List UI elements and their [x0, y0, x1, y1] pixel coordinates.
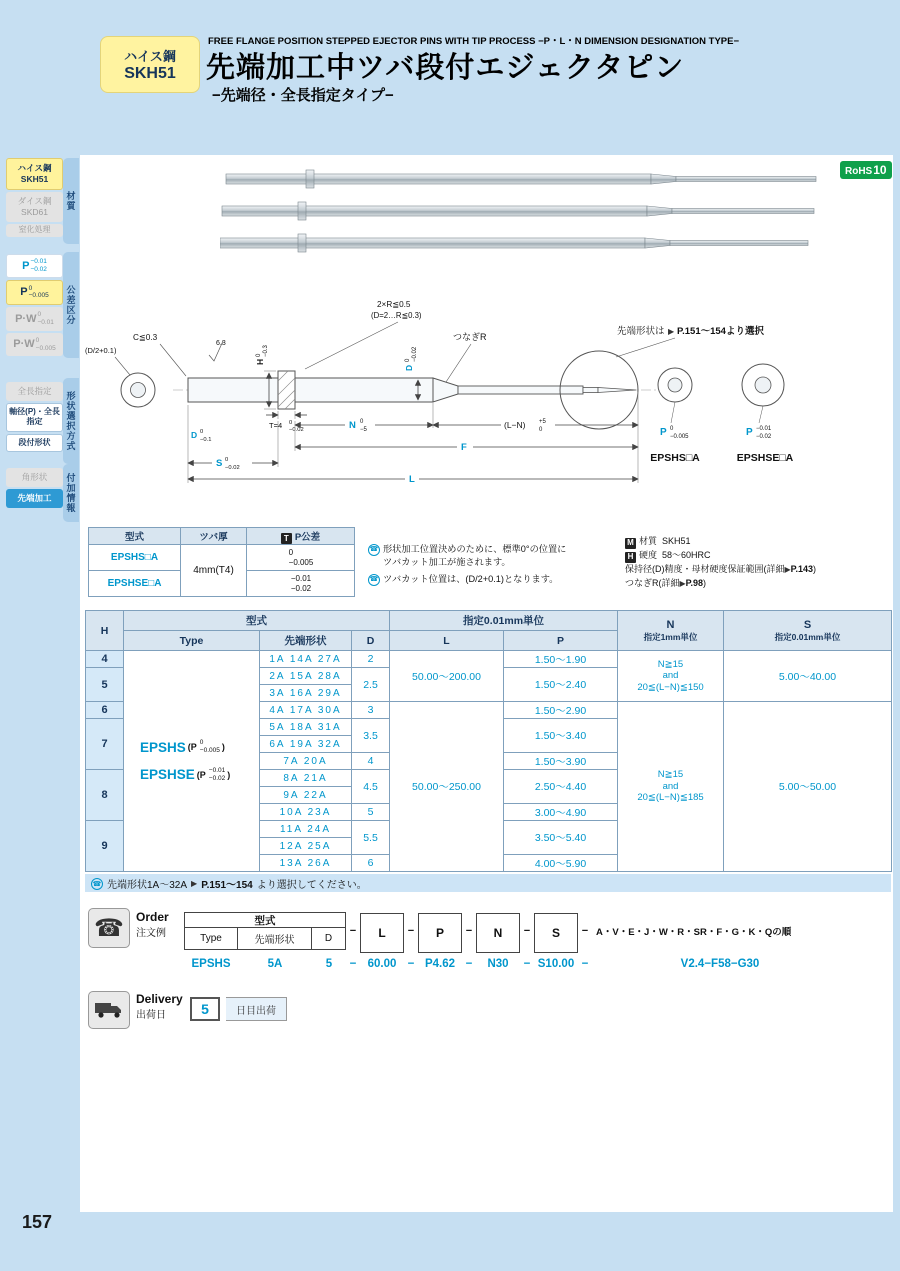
dim-d-shaft [404, 346, 418, 371]
p-range: 1.50〜3.40 [504, 719, 618, 753]
tip-shape-note: 先端形状は [617, 326, 665, 337]
order-example-l: 60.00 [367, 958, 397, 970]
pin-image-3 [220, 234, 808, 252]
sidebar-item[interactable]: 角形状 [6, 468, 63, 487]
svg-text:0: 0 [256, 353, 262, 357]
pin-flange [278, 371, 295, 409]
d-value: 5.5 [352, 821, 390, 855]
spec-flange-thickness: 4mm(T4) [181, 545, 247, 597]
page-title: 先端加工中ツバ段付エジェクタピン [206, 52, 685, 84]
sidebar-item[interactable]: 段付形状 [6, 434, 63, 452]
model-name-epshse: EPSHSE□A [736, 452, 794, 464]
spec-tolerance-1: 0 −0.005 [247, 545, 355, 571]
t-icon: T [281, 533, 292, 544]
tip-shape: 2A 15A 28A [260, 668, 352, 685]
p-range: 1.50〜1.90 [504, 651, 618, 668]
main-table [85, 610, 892, 872]
svg-text:0: 0 [225, 457, 229, 463]
sidebar-category-tab: 公差区分 [63, 252, 79, 358]
table-row [89, 545, 355, 571]
connecting-radius-label: つなぎR [453, 332, 487, 342]
col-header-s: S 指定0.01mm単位 [724, 611, 892, 651]
svg-text:−5: −5 [360, 427, 367, 433]
tip-shape: 13A 26A [260, 855, 352, 872]
svg-text:−0.02: −0.02 [289, 427, 304, 433]
sidebar-group [6, 254, 63, 356]
main-table-body [86, 651, 892, 872]
d-value: 2.5 [352, 668, 390, 702]
note-icon: ☎ [368, 574, 380, 586]
d-value: 4 [352, 753, 390, 770]
sidebar-item[interactable]: 先端加工 [6, 489, 63, 508]
d-value: 3 [352, 702, 390, 719]
col-header-l: L [390, 631, 504, 651]
surface-finish-value: 6.3 [216, 340, 226, 347]
order-example-s: S10.00 [537, 958, 575, 970]
pin-tip-point [598, 388, 636, 393]
truck-icon [88, 991, 130, 1029]
dim-f: F [461, 442, 467, 453]
order-seg-s: S [534, 913, 578, 953]
spec-table [88, 527, 355, 597]
p-range: 1.50〜2.40 [504, 668, 618, 702]
p-range: 3.50〜5.40 [504, 821, 618, 855]
tip-shape: 1A 14A 27A [260, 651, 352, 668]
dim-fillet-radius: 2×R≦0.5 [377, 300, 411, 309]
sidebar-category-tab: 付加情報 [63, 464, 79, 522]
material-grade-box [100, 36, 200, 93]
h-value: 5 [86, 668, 124, 702]
order-seg-l: L [360, 913, 404, 953]
dim-fillet-radius-sub: (D=2…R≦0.3) [371, 311, 422, 320]
order-example-tip: 5A [267, 958, 283, 970]
svg-text:−0.02: −0.02 [756, 434, 772, 440]
spec-col-thickness: ツバ厚 [181, 528, 247, 545]
pin-tip-section [458, 386, 583, 394]
tip-shape: 5A 18A 31A [260, 719, 352, 736]
col-header-p: P [504, 631, 618, 651]
svg-text:+5: +5 [539, 419, 546, 425]
svg-text:0: 0 [405, 358, 411, 362]
col-header-n: N 指定1mm単位 [618, 611, 724, 651]
note-2: ☎ ツバカット位置は、(D/2+0.1)となります。 [369, 573, 559, 584]
col-header-type: Type [124, 631, 260, 651]
d-value: 4.5 [352, 770, 390, 804]
l-range: 50.00〜200.00 [390, 651, 504, 702]
n-range: N≧15 and 20≦(L−N)≦185 [618, 702, 724, 872]
order-example-d: 5 [325, 958, 333, 970]
model-name-epshs: EPSHS□A [650, 452, 700, 464]
col-header-tip-shape: 先端形状 [260, 631, 352, 651]
material-grade-line1: ハイス鋼 [124, 49, 176, 64]
dim-chamfer: C≦0.3 [133, 333, 158, 342]
delivery-label: Delivery [136, 992, 183, 1006]
svg-text:H: H [255, 358, 265, 365]
delivery-sublabel: 出荷日 [136, 1010, 166, 1021]
h-value: 6 [86, 702, 124, 719]
book-icon: ▶ [668, 327, 675, 336]
tip-shape: 12A 25A [260, 838, 352, 855]
sidebar-item[interactable]: 軸径(P)・全長 指定 [6, 403, 63, 432]
sidebar-category-tab: 形状選択方式 [63, 378, 79, 464]
p-range: 1.50〜3.90 [504, 753, 618, 770]
order-model-header: 型式 [184, 912, 346, 928]
order-sublabel: 注文例 [136, 928, 166, 939]
material-grade-line2: SKH51 [124, 65, 176, 82]
note-icon: ☎ [368, 544, 380, 556]
note-icon: ☎ [91, 878, 103, 890]
pin-image-1 [226, 170, 816, 188]
tip-shape: 7A 20A [260, 753, 352, 770]
delivery-days-unit: 日目出荷 [226, 997, 287, 1021]
sidebar-category-tab: 材質 [63, 158, 79, 244]
table-row [86, 651, 892, 668]
order-example-type: EPSHS [191, 958, 231, 970]
pin-image-2 [222, 202, 814, 220]
sidebar-group [6, 158, 63, 237]
dim-l-minus-n: (L−N) [504, 420, 526, 430]
book-icon: ▶ [784, 564, 791, 574]
main-panel [80, 155, 893, 1212]
material-icon: M [625, 538, 636, 549]
spec-model-2: EPSHSE□A [89, 571, 181, 597]
type-models: EPSHS (P 0 −0.005 ) EPSHSE (P −0.01 −0.02 ) [124, 651, 260, 872]
page-ref-151-154[interactable]: P.151〜154 [201, 879, 253, 891]
rohs-badge [840, 161, 892, 179]
pin-taper [433, 378, 458, 402]
rohs-label: RoHS [845, 166, 873, 177]
order-format: 型式 Type 先端形状 D EPSHS 5A 5 − − L 60.00 − − P P4.62 − − N N30 − − S S10.00 − − A・V・E・J・W・R・SR・F・G・K・Qの順 V2.4−F58−G30 [184, 908, 848, 974]
order-example-p: P4.62 [424, 958, 456, 970]
h-value: 9 [86, 821, 124, 872]
sidebar-item[interactable]: P·W 0 −0.01 [6, 307, 63, 331]
sidebar-group [6, 382, 63, 452]
dim-flange-cut-position: (D/2+0.1) [85, 346, 117, 355]
product-pins-image [220, 165, 820, 257]
hardness-icon: H [625, 552, 636, 563]
table-note: ☎ 先端形状1A〜32A ▶ P.151〜154 より選択してください。 [85, 874, 891, 892]
d-value: 2 [352, 651, 390, 668]
col-header-spec001: 指定0.01mm単位 [390, 611, 618, 631]
spec-model-1: EPSHS□A [89, 545, 181, 571]
s-range: 5.00〜40.00 [724, 651, 892, 702]
dim-n: N [349, 420, 356, 431]
order-example-n: N30 [487, 958, 509, 970]
order-section [88, 908, 848, 974]
svg-text:0: 0 [539, 427, 543, 433]
dim-s: S [216, 458, 223, 469]
tip-shape-page-ref[interactable]: P.151〜154より選択 [677, 326, 764, 337]
spec-tolerance-2: −0.01 −0.02 [247, 571, 355, 597]
page-number: 157 [22, 1212, 53, 1232]
delivery-section [88, 991, 287, 1029]
technical-drawing [83, 295, 889, 495]
s-range: 5.00〜50.00 [724, 702, 892, 872]
d-value: 5 [352, 804, 390, 821]
d-value: 3.5 [352, 719, 390, 753]
tip-shape: 10A 23A [260, 804, 352, 821]
d-value: 6 [352, 855, 390, 872]
dim-flange-thickness: T=4 [269, 421, 283, 430]
note-1: ☎ 形状加工位置決めのために、標準0°の位置に ツバカット加工が施されます。 [369, 544, 567, 568]
l-range: 50.00〜250.00 [390, 702, 504, 872]
rohs-number: 10 [873, 163, 887, 177]
dim-h [255, 344, 269, 365]
sidebar-item[interactable]: P −0.01 −0.02 [6, 254, 63, 278]
pin-shaft [188, 378, 433, 402]
phone-icon: ☎ [88, 908, 130, 948]
tip-shape: 11A 24A [260, 821, 352, 838]
svg-text:−0.02: −0.02 [225, 465, 240, 471]
col-header-d: D [352, 631, 390, 651]
svg-text:0: 0 [200, 429, 204, 435]
sidebar-item[interactable]: 全長指定 [6, 382, 63, 401]
sidebar-group [6, 468, 63, 508]
p-range: 2.50〜4.40 [504, 770, 618, 804]
spec-col-tolerance: T P公差 [247, 528, 355, 545]
p-range: 1.50〜2.90 [504, 702, 618, 719]
book-icon: ▶ [191, 878, 198, 888]
tip-shape: 8A 21A [260, 770, 352, 787]
front-view-inner [131, 383, 146, 398]
h-value: 4 [86, 651, 124, 668]
svg-text:0: 0 [670, 426, 674, 432]
dim-l: L [409, 474, 415, 485]
h-value: 7 [86, 719, 124, 770]
dim-p-epshse: P [746, 427, 753, 438]
svg-text:−0.01: −0.01 [756, 426, 772, 432]
order-alteration-order: A・V・E・J・W・R・SR・F・G・K・Qの順 [596, 927, 792, 938]
order-example-alterations: V2.4−F58−G30 [680, 958, 760, 970]
material-info: M 材質 SKH51 H 硬度 58〜60HRC 保持径(D)精度・母材硬度保証範囲(詳細▶P.143) つなぎR(詳細▶P.98) [625, 536, 817, 588]
page-ref-143[interactable]: P.143 [790, 563, 814, 574]
svg-text:−0.1: −0.1 [200, 437, 212, 443]
svg-text:−0.02: −0.02 [412, 346, 418, 362]
p-range: 4.00〜5.90 [504, 855, 618, 872]
svg-text:D: D [404, 364, 414, 371]
sidebar-item[interactable]: 窒化処理 [6, 224, 63, 236]
order-col-d: D [312, 928, 346, 950]
svg-text:−0.005: −0.005 [670, 434, 689, 440]
sidebar-item[interactable]: P 0 −0.005 [6, 280, 63, 306]
tip-shape: 3A 16A 29A [260, 685, 352, 702]
col-header-model: 型式 [124, 611, 390, 631]
order-col-type: Type [184, 928, 238, 950]
drawing-notes [368, 543, 620, 589]
svg-text:−0.3: −0.3 [263, 345, 269, 357]
book-icon: ▶ [679, 578, 686, 588]
tip-shape: 4A 17A 30A [260, 702, 352, 719]
spec-col-model: 型式 [89, 528, 181, 545]
dim-d-holding: D [191, 430, 198, 440]
tip-shape: 9A 22A [260, 787, 352, 804]
sidebar-item[interactable]: ダイス鋼 SKD61 [6, 192, 63, 222]
page-subtitle: −先端径・全長指定タイプ− [212, 87, 394, 104]
order-label: Order [136, 910, 169, 924]
delivery-days: 5 [190, 997, 220, 1021]
sidebar-item[interactable]: P·W 0 −0.005 [6, 333, 63, 357]
title-english: FREE FLANGE POSITION STEPPED EJECTOR PINS WITH TIP PROCESS −P・L・N DIMENSION DESIGNATION TYPE− [208, 36, 740, 47]
col-header-h: H [86, 611, 124, 651]
n-range: N≧15 and 20≦(L−N)≦150 [618, 651, 724, 702]
sidebar-item[interactable]: ハイス鋼 SKH51 [6, 158, 63, 190]
order-seg-p: P [418, 913, 462, 953]
page-ref-98[interactable]: P.98 [685, 577, 704, 588]
svg-text:0: 0 [289, 420, 293, 426]
dim-p-epshs: P [660, 427, 667, 438]
tip-shape: 6A 19A 32A [260, 736, 352, 753]
h-value: 8 [86, 770, 124, 821]
p-range: 3.00〜4.90 [504, 804, 618, 821]
order-col-tip-shape: 先端形状 [238, 928, 312, 950]
svg-text:0: 0 [360, 419, 364, 425]
order-seg-n: N [476, 913, 520, 953]
